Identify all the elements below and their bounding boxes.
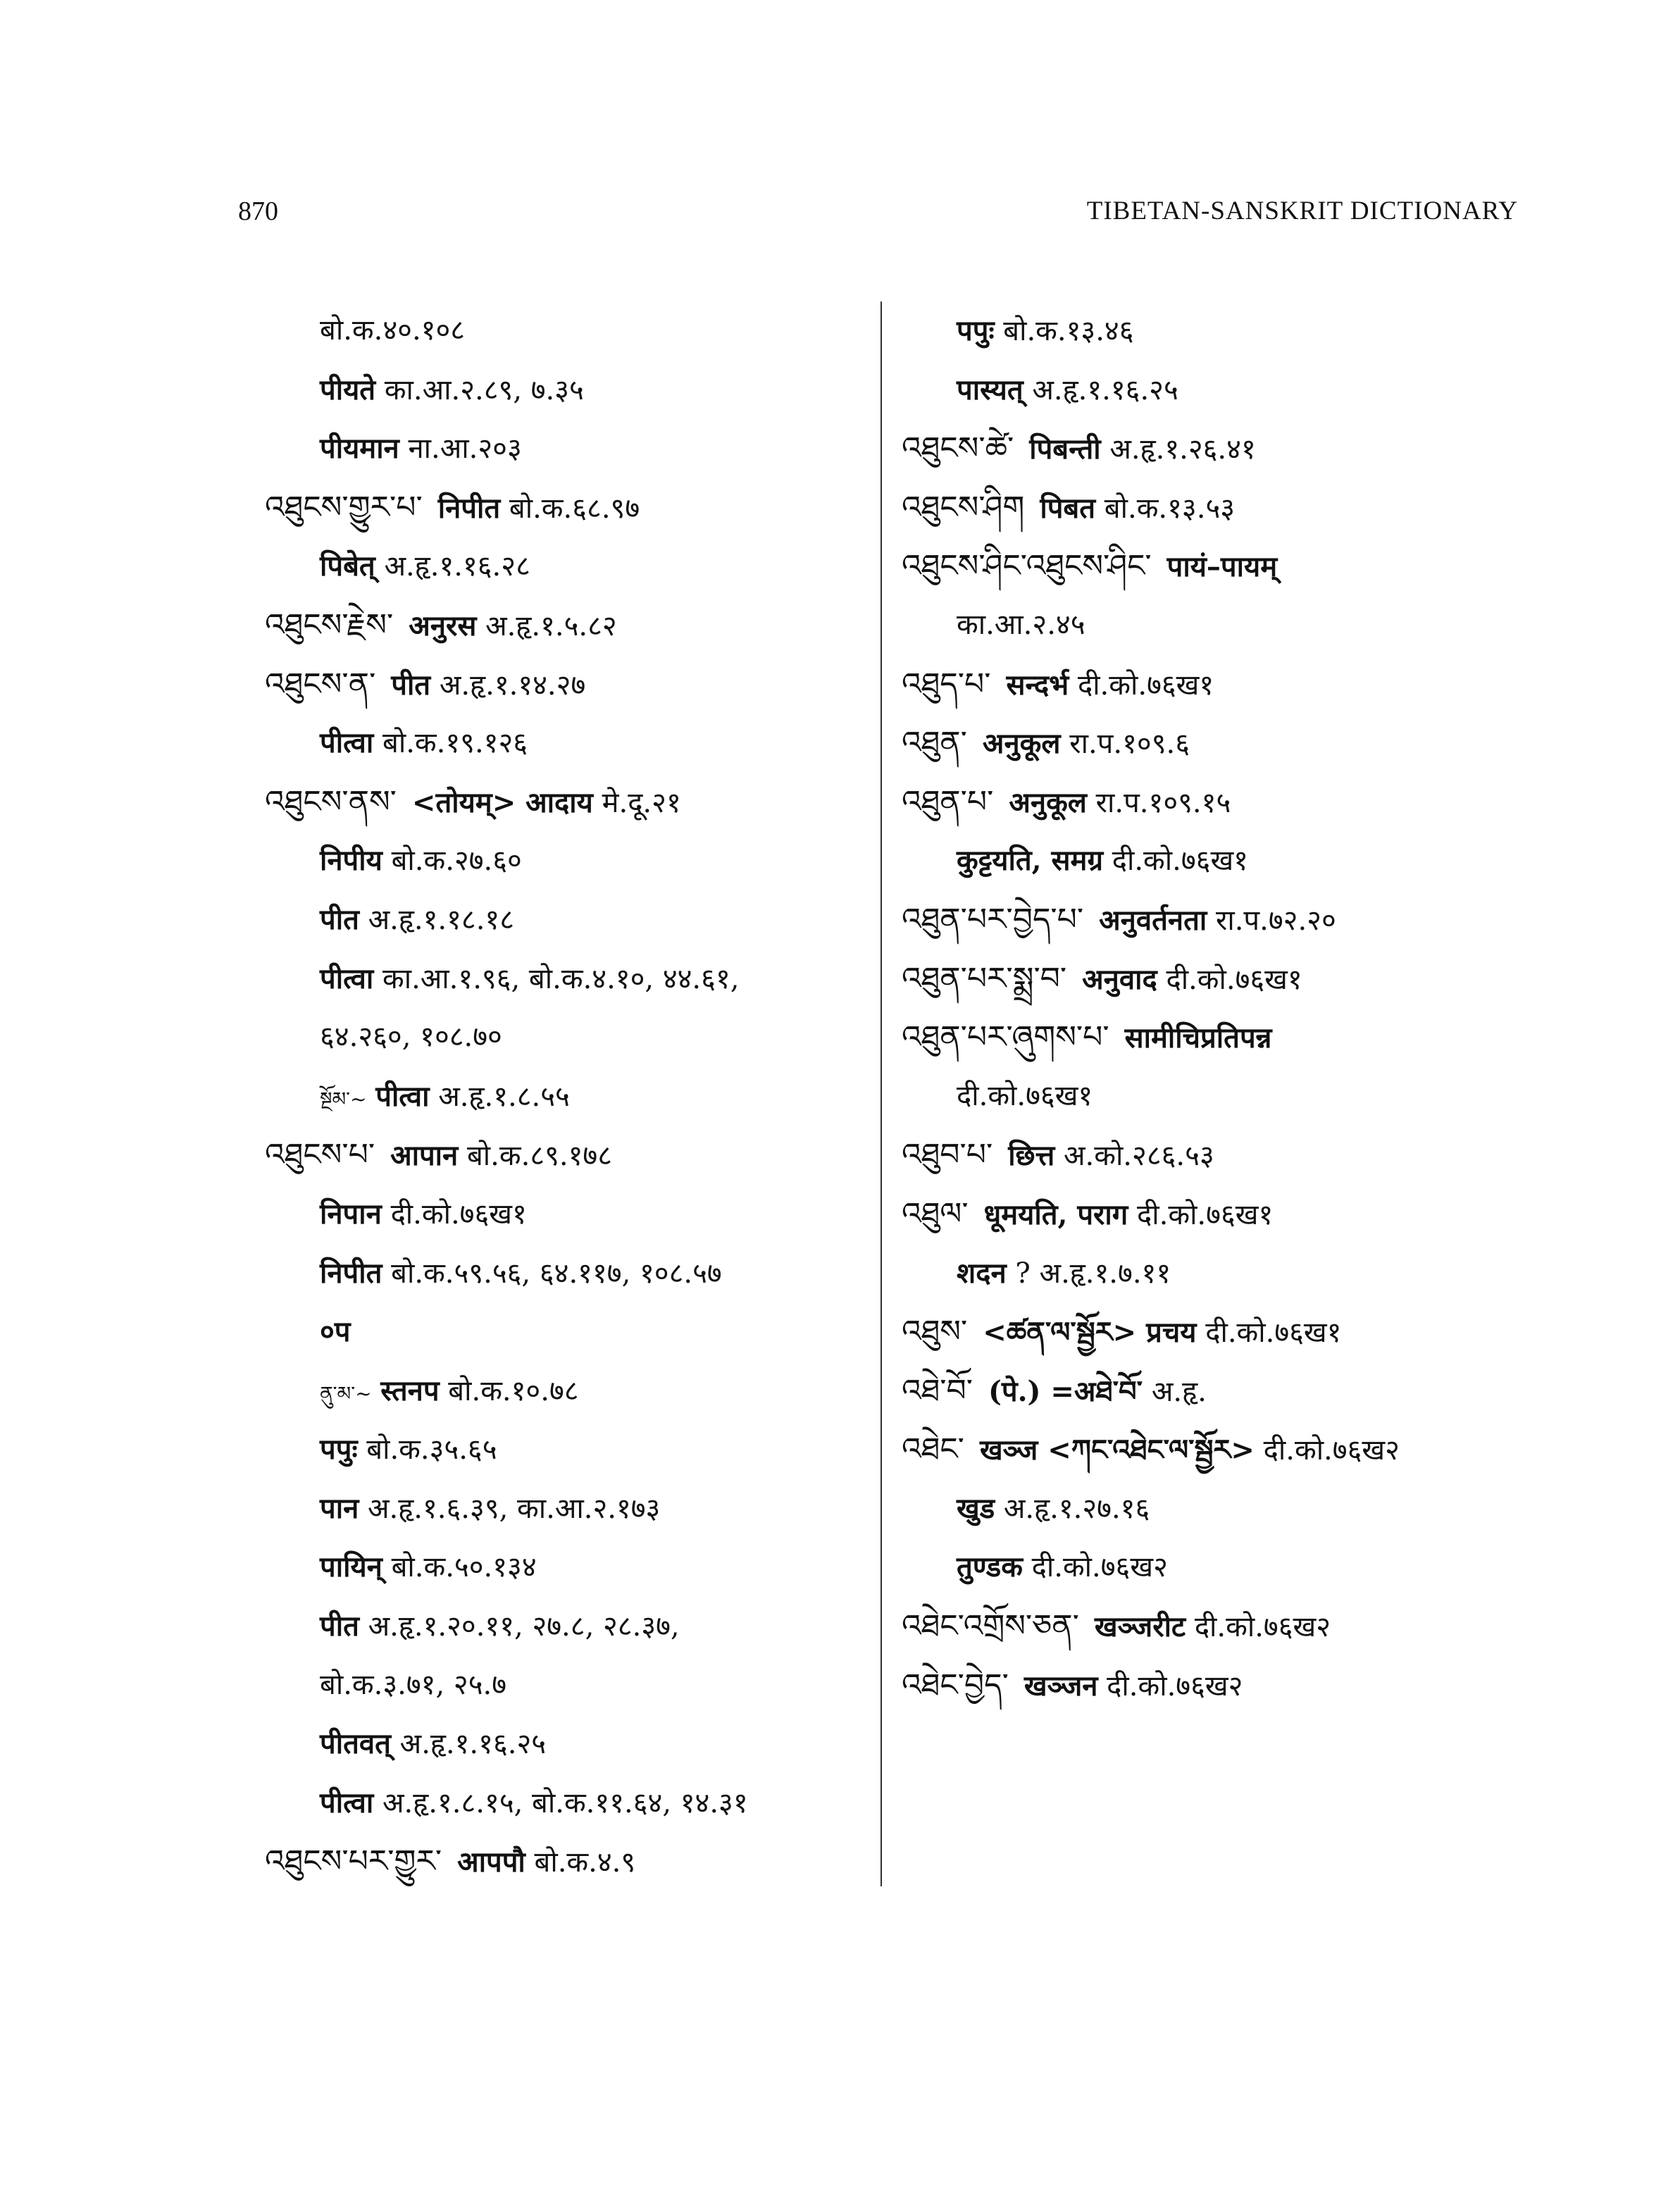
dictionary-entry [902, 537, 1400, 596]
source-reference: रा.प.१०९.१५ [1095, 786, 1231, 819]
sanskrit-equivalent: अनुकूल [1009, 785, 1087, 819]
sanskrit-equivalent: कुट्टयति, समग्र [957, 844, 1104, 878]
sanskrit-equivalent: निपीत [437, 491, 501, 525]
tibetan-headword: འཐུངས་པར་གྱུར་ [265, 1843, 442, 1880]
entry-sense [265, 1008, 748, 1067]
sanskrit-equivalent: अनुरस [409, 609, 477, 642]
sanskrit-equivalent: पीत्वा [320, 961, 374, 995]
dictionary-entry [902, 773, 1400, 832]
dictionary-entry [902, 1597, 1400, 1656]
sanskrit-equivalent: <तोयम्> आदाय [411, 785, 593, 819]
source-reference: बो.क.३.७१, २५.७ [320, 1668, 507, 1701]
sanskrit-equivalent: पायं–पायम् [1166, 550, 1278, 584]
source-reference: दी.को.७६ख२ [1031, 1551, 1168, 1584]
tibetan-headword: འཐུངས་གྱུར་པ་ [265, 489, 423, 525]
sanskrit-equivalent: सामीचिप्रतिपन्न [1124, 1021, 1272, 1055]
entry-sense [265, 419, 748, 478]
tibetan-headword: འཐུན་པར་སྨྲ་བ་ [902, 960, 1067, 997]
entry-sense [902, 361, 1400, 420]
tibetan-headword: འཐུངས་ཚེ་ [902, 430, 1014, 467]
entry-sense [265, 1420, 748, 1479]
sanskrit-equivalent: पिबत [1040, 491, 1096, 525]
source-reference: बो.क.३५.६५ [366, 1433, 497, 1467]
source-reference: रा.प.१०९.६ [1069, 728, 1190, 761]
sanskrit-equivalent: पपुः [320, 1433, 358, 1467]
source-reference: का.आ.१.९६, बो.क.४.१०, ४४.६१, [382, 962, 740, 995]
sanskrit-equivalent: तुण्डक [957, 1550, 1023, 1584]
tibetan-headword: འཐུས་ [902, 1314, 968, 1350]
sanskrit-equivalent: निपीय [320, 844, 382, 878]
source-reference: का.आ.२.४५ [957, 608, 1085, 641]
source-reference: अ.हृ.१.२०.११, २७.८, २८.३७, [368, 1610, 680, 1643]
source-reference: बो.क.५०.१३४ [391, 1551, 537, 1584]
dictionary-entry [902, 1185, 1400, 1244]
sanskrit-equivalent: पान [320, 1491, 359, 1525]
dictionary-entry [902, 890, 1400, 950]
source-reference: दी.को.७६ख१ [1112, 845, 1248, 878]
dictionary-entry [265, 596, 748, 655]
entry-sense [902, 1244, 1400, 1303]
tibetan-headword: འཐུངས་ཤིག [902, 489, 1025, 525]
source-reference: बो.क.१३.५३ [1104, 492, 1236, 525]
sanskrit-equivalent: पीत्वा [320, 726, 374, 760]
dictionary-entry [902, 714, 1400, 773]
source-reference: दी.को.७६ख१ [1137, 1198, 1274, 1231]
source-reference: दी.को.७६ख१ [1077, 668, 1214, 702]
sanskrit-equivalent: शदन [957, 1256, 1007, 1290]
sanskrit-equivalent: स्तनप [380, 1374, 440, 1407]
sanskrit-equivalent: छित्त [1008, 1139, 1055, 1173]
sanskrit-equivalent: पिबेत् [320, 549, 375, 583]
entry-sense [265, 1774, 748, 1833]
source-reference: का.आ.२.८९, ७.३५ [384, 373, 584, 406]
source-reference: बो.क.६८.९७ [509, 492, 640, 525]
source-reference: ना.आ.२०३ [408, 432, 522, 466]
sanskrit-equivalent: पास्यत् [957, 373, 1023, 406]
dictionary-entry [902, 1008, 1400, 1067]
entry-sense [902, 1067, 1400, 1126]
tibetan-headword: འཐེང་བྱེད་ [902, 1667, 1009, 1703]
source-reference: दी.को.७६ख१ [957, 1079, 1093, 1112]
entry-sense [265, 950, 748, 1009]
column-divider [881, 301, 882, 1886]
dictionary-entry [902, 1420, 1400, 1479]
tibetan-headword: འཐེ་བོ་ [902, 1372, 973, 1409]
source-reference: दी.को.७६ख१ [1166, 963, 1302, 996]
sanskrit-equivalent: ०प [320, 1315, 351, 1349]
sanskrit-equivalent: सन्दर्भ [1006, 668, 1069, 702]
page-number: 870 [238, 197, 278, 226]
left-column [265, 301, 748, 1891]
tibetan-headword: འཐུན་པར་ཞུགས་པ་ [902, 1019, 1109, 1056]
sanskrit-equivalent: पीत्वा [320, 1786, 374, 1819]
sanskrit-equivalent: <ཚན་ལ་སྦྱོར> प्रचय [983, 1316, 1197, 1350]
source-reference: बो.क.४०.१०८ [320, 314, 466, 347]
source-reference: अ.हृ.१.८.१५, बो.क.११.६४, १४.३१ [382, 1786, 748, 1819]
source-reference: अ.हृ.१.२६.४१ [1109, 433, 1256, 466]
entry-sense [265, 361, 748, 420]
source-reference: बो.क.८९.१७८ [466, 1140, 613, 1173]
entry-sense [902, 301, 1400, 361]
source-reference: बो.क.१३.४६ [1003, 315, 1134, 347]
entry-sense [265, 301, 748, 361]
sanskrit-equivalent: पीयते [320, 373, 376, 406]
tibetan-headword: འཐུལ་ [902, 1195, 969, 1232]
sanskrit-equivalent: पीत [320, 902, 359, 936]
source-reference: दी.को.७६ख२ [1194, 1611, 1331, 1644]
source-reference: दी.को.७६ख१ [390, 1197, 527, 1231]
running-title: TIBETAN-SANSKRIT DICTIONARY [1086, 197, 1518, 225]
tibetan-headword: འཐུངས་ཤིང་འཐུངས་ཤིང་ [902, 548, 1152, 585]
sanskrit-equivalent: पीत्वा [375, 1079, 430, 1113]
entry-sense [265, 1185, 748, 1244]
source-reference: बो.क.१९.१२६ [382, 727, 528, 760]
tibetan-headword: འཐུངས་ནས་ [265, 783, 397, 820]
tibetan-headword: འཐུན་ [902, 725, 967, 761]
sanskrit-equivalent: खञ्जन [1023, 1669, 1098, 1702]
entry-sense [265, 1656, 748, 1715]
tibetan-headword: འཐུད་པ་ [902, 666, 991, 702]
source-reference: मे.दू.२१ [602, 786, 681, 819]
sanskrit-equivalent: (पे.) =अཐེ་བོ་ [988, 1374, 1143, 1408]
entry-sense [265, 1067, 748, 1126]
tibetan-headword: འཐེང་ [902, 1431, 964, 1468]
sanskrit-equivalent: खञ्जरीट [1094, 1610, 1186, 1644]
sanskrit-equivalent: अनुकूल [982, 727, 1061, 761]
entry-sense [902, 831, 1400, 890]
source-reference: अ.हृ.१.२७.१६ [1003, 1492, 1150, 1525]
dictionary-entry [902, 1302, 1400, 1362]
sanskrit-equivalent: पीत [391, 668, 431, 702]
source-reference: बो.क.२७.६० [391, 845, 522, 878]
source-reference: अ.हृ.१.१६.२५ [1032, 373, 1178, 406]
entry-sense [265, 831, 748, 890]
entry-sense [265, 1714, 748, 1774]
dictionary-entry [902, 1656, 1400, 1715]
right-column [902, 301, 1400, 1714]
compound-prefix: ནུ་མ་~ [320, 1381, 372, 1405]
entry-sense [265, 1538, 748, 1597]
sanskrit-equivalent: पीयमान [320, 432, 399, 466]
entry-sense [265, 1244, 748, 1303]
entry-sense [265, 1597, 748, 1656]
source-reference: अ.हृ.१.५.८२ [485, 609, 617, 642]
sanskrit-equivalent: खुड [957, 1491, 995, 1525]
entry-sense [265, 890, 748, 950]
source-reference: अ.हृ. [1151, 1375, 1207, 1408]
source-reference: अ.हृ.१.१४.२७ [439, 668, 586, 702]
sanskrit-equivalent: पिबन्ती [1029, 432, 1101, 466]
source-reference: अ.हृ.१.८.५५ [438, 1080, 570, 1113]
source-reference: अ.हृ.१.१६.२८ [384, 550, 530, 583]
sanskrit-equivalent: पपुः [957, 314, 995, 347]
compound-prefix: སྔོམ་~ [320, 1087, 367, 1111]
sanskrit-equivalent: अनुवर्तनता [1099, 903, 1207, 937]
entry-sense [265, 714, 748, 773]
dictionary-entry [265, 655, 748, 714]
dictionary-entry [902, 478, 1400, 537]
sanskrit-equivalent: निपान [320, 1197, 382, 1231]
dictionary-entry [265, 478, 748, 537]
sanskrit-equivalent: अनुवाद [1082, 962, 1157, 996]
dictionary-entry [902, 655, 1400, 714]
source-reference: अ.को.२८६.५३ [1063, 1140, 1214, 1173]
entry-sense [265, 1479, 748, 1538]
sanskrit-equivalent: पीत [320, 1610, 359, 1643]
sanskrit-equivalent: आपान [390, 1139, 459, 1173]
source-reference: रा.प.७२.२० [1216, 904, 1336, 937]
tibetan-headword: འཐུངས་རྗེས་ [265, 606, 394, 643]
sanskrit-equivalent: निपीत [320, 1256, 382, 1290]
entry-sense [902, 1479, 1400, 1538]
source-reference: अ.हृ.१.६.३९, का.आ.२.१७३ [368, 1492, 661, 1525]
source-reference: दी.को.७६ख१ [1205, 1316, 1342, 1350]
source-reference: दी.को.७६ख२ [1107, 1669, 1243, 1702]
tibetan-headword: འཐེང་འགྲོས་ཅན་ [902, 1608, 1079, 1645]
source-reference: अ.हृ.१.१६.२५ [399, 1728, 547, 1761]
source-reference: अ.हृ.१.१८.१८ [368, 903, 515, 936]
source-reference: ६४.२६०, १०८.७० [320, 1021, 502, 1054]
dictionary-entry [902, 419, 1400, 478]
dictionary-entry [902, 1362, 1400, 1421]
tibetan-headword: འཐུན་པ་ [902, 783, 994, 820]
source-reference: बो.क.४.९ [534, 1846, 636, 1879]
source-reference: बो.क.५९.५६, ६४.११७, १०८.५७ [391, 1257, 722, 1290]
entry-sense [902, 596, 1400, 655]
dictionary-entry [265, 773, 748, 832]
sanskrit-equivalent: आपपौ [457, 1845, 525, 1879]
dictionary-entry [265, 1126, 748, 1185]
tibetan-headword: འཐུན་པར་བྱེད་པ་ [902, 901, 1084, 938]
entry-sense [265, 1362, 748, 1421]
tibetan-headword: འཐུངས་པ་ [265, 1137, 375, 1173]
dictionary-entry [902, 950, 1400, 1009]
dictionary-entry [902, 1126, 1400, 1185]
sanskrit-equivalent: खञ्ज <ཀང་འཐེང་ལ་སྦྱོར> [979, 1433, 1255, 1467]
sanskrit-equivalent: पायिन् [320, 1550, 382, 1584]
source-reference: बो.क.१०.७८ [448, 1374, 579, 1407]
entry-sense [265, 1302, 748, 1362]
entry-sense [265, 537, 748, 596]
tibetan-headword: འཐུབ་པ་ [902, 1137, 993, 1173]
dictionary-entry [265, 1832, 748, 1891]
sanskrit-equivalent: धूमयति, पराग [983, 1197, 1128, 1231]
tibetan-headword: འཐུངས་ན་ [265, 666, 376, 702]
sanskrit-equivalent: पीतवत् [320, 1727, 391, 1761]
source-reference: दी.को.७६ख२ [1263, 1434, 1400, 1467]
entry-sense [902, 1538, 1400, 1597]
source-reference: ? अ.हृ.१.७.११ [1015, 1257, 1171, 1290]
